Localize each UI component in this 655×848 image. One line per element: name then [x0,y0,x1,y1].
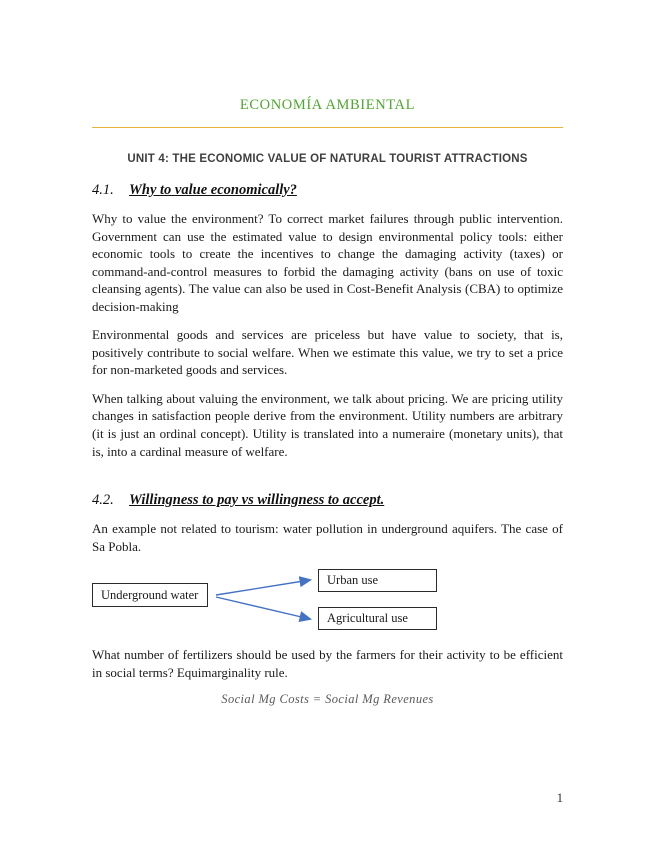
diagram-box-urban-use: Urban use [318,569,437,592]
section-heading-4-2 [92,492,563,509]
paragraph: What number of fertilizers should be used by the farmers for their activity to be efficient in social terms? Equimarginality rule. [92,647,563,680]
section-number: 4.2. [92,492,114,509]
diagram-box-underground-water: Underground water [92,583,208,607]
unit-heading: UNIT 4: THE ECONOMIC VALUE OF NATURAL TOURIST ATTRACTIONS [127,153,528,165]
page-content [92,0,563,707]
paragraph: An example not related to tourism: water pollution in underground aquifers. The case of Sa Pobla. [92,521,563,554]
page-number: 1 [556,791,563,805]
paragraph: When talking about valuing the environment, we talk about pricing. We are pricing utility changes in satisfaction people derive from the environment. Utility numbers are arbitrary (it is just an ordinal concept). Utility is translated into a numeraire (monetary units), that is, into a cardinal measure of welfare. [92,390,563,459]
paragraph: Environmental goods and services are priceless but have value to society, that is, positively contribute to social welfare. When we estimate this value, we try to set a price for non-marketed goods and services. [92,327,563,378]
document-title: ECONOMÍA AMBIENTAL [239,97,416,113]
paragraph: Why to value the environment? To correct market failures through public intervention. Government can use the estimated value to design environmental policy tools: either economic tools to create the incentives to change the damaging activity (taxes) or command-and-control measures to forbid the damaging activity (bans on use of toxic cleansing agents). The value can also be used in Cost-Benefit Analysis (CBA) to optimize decision-making [92,211,563,314]
flow-arrows [208,567,318,635]
title-divider [92,127,563,128]
section-number: 4.1. [92,182,114,198]
section-heading-4-1 [92,182,563,199]
section-title: Why to value economically? [129,182,297,198]
flow-diagram [92,567,563,635]
equation: Social Mg Costs = Social Mg Revenues [221,692,434,707]
section-title: Willingness to pay vs willingness to accept. [129,492,385,509]
diagram-box-agricultural-use: Agricultural use [318,607,437,630]
